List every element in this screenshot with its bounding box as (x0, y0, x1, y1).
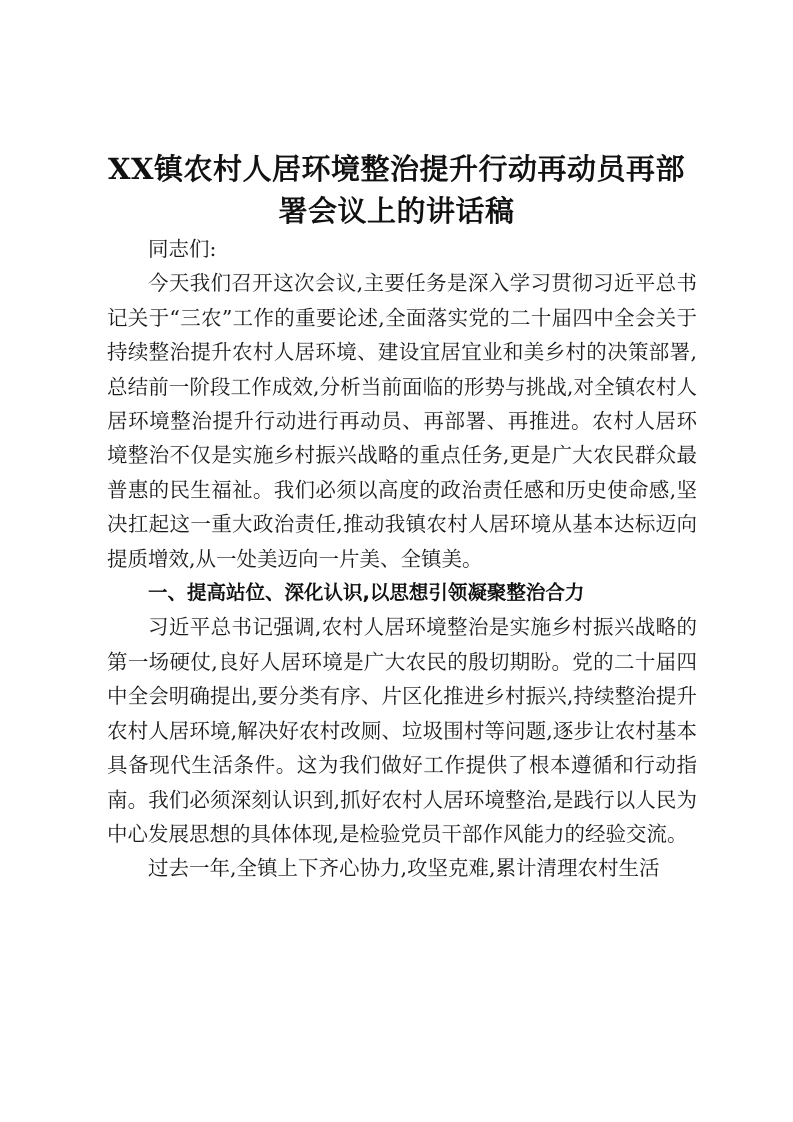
document-title-line2: 署会议上的讲话稿 (278, 194, 515, 228)
salutation: 同志们: (148, 237, 217, 261)
section-heading: 一、提高站位、深化认识,以思想引领凝聚整治合力 (148, 581, 585, 605)
body-paragraph: 过去一年,全镇上下齐心协力,攻坚克难,累计清理农村生活 (148, 856, 660, 881)
document-title-line1: XX镇农村人居环境整治提升行动再动员再部 (107, 152, 685, 186)
body-paragraph: 今天我们召开这次会议,主要任务是深入学习贯彻习近平总书记关于“三农”工作的重要论述,全面落实党的二十届四中全会关于持续整治提升农村人居环境、建设宜居宜业和美乡村的决策部署,总结前一阶段工作成效,分析当前面临的形势与挑战,对全镇农村人居环境整治提升行动进行再动员、再部署、再推进。农村人居环境整治不仅是实施乡村振兴战略的重点任务,更是广大农民群众最普惠的民生福祉。我们必须以高度的政治责任感和历史使命感,坚决扛起这一重大政治责任,推动我镇农村人居环境从基本达标迈向提质增效,从一处美迈向一片美、全镇美。 (107, 271, 697, 571)
body-paragraph: 习近平总书记强调,农村人居环境整治是实施乡村振兴战略的第一场硬仗,良好人居环境是广大农民的殷切期盼。党的二十届四中全会明确提出,要分类有序、片区化推进乡村振兴,持续整治提升农村人居环境,解决好农村改厕、垃圾围村等问题,逐步让农村基本具备现代生活条件。这为我们做好工作提供了根本遵循和行动指南。我们必须深刻认识到,抓好农村人居环境整治,是践行以人民为中心发展思想的具体体现,是检验党员干部作风能力的经验交流。 (107, 615, 697, 846)
document-body (107, 232, 697, 886)
